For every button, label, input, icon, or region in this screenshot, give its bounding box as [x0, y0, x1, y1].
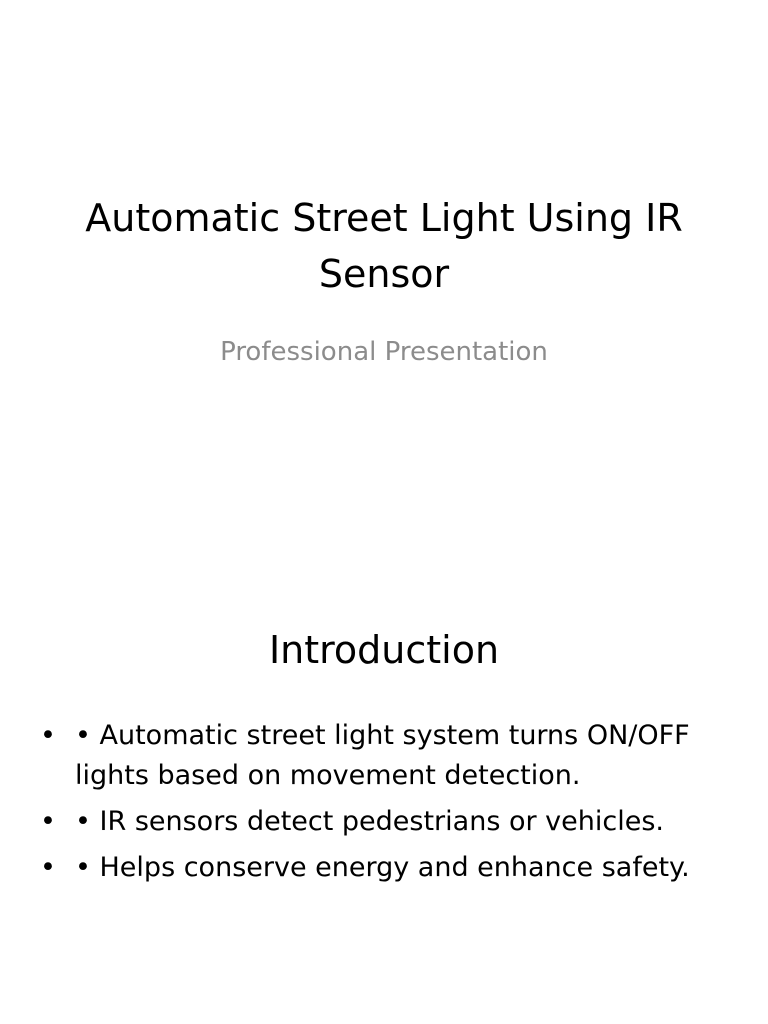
bullet-item	[40, 848, 730, 888]
bullet-text: • Helps conserve energy and enhance safety.	[75, 852, 690, 883]
bullet-item	[40, 802, 730, 842]
slide-title: Automatic Street Light Using IR Sensor	[85, 196, 683, 296]
slide-heading: Introduction	[268, 628, 500, 672]
bullet-text: • IR sensors detect pedestrians or vehicles.	[75, 806, 664, 837]
introduction-slide	[0, 512, 768, 1024]
bullet-item	[40, 716, 730, 796]
slide-subtitle: Professional Presentation	[220, 337, 548, 367]
bullet-marker: •	[40, 852, 56, 883]
bullet-text: • Automatic street light system turns ON/OFF lights based on movement detection.	[75, 720, 690, 791]
bullet-list	[40, 716, 730, 894]
bullet-marker: •	[40, 720, 56, 751]
bullet-marker: •	[40, 806, 56, 837]
